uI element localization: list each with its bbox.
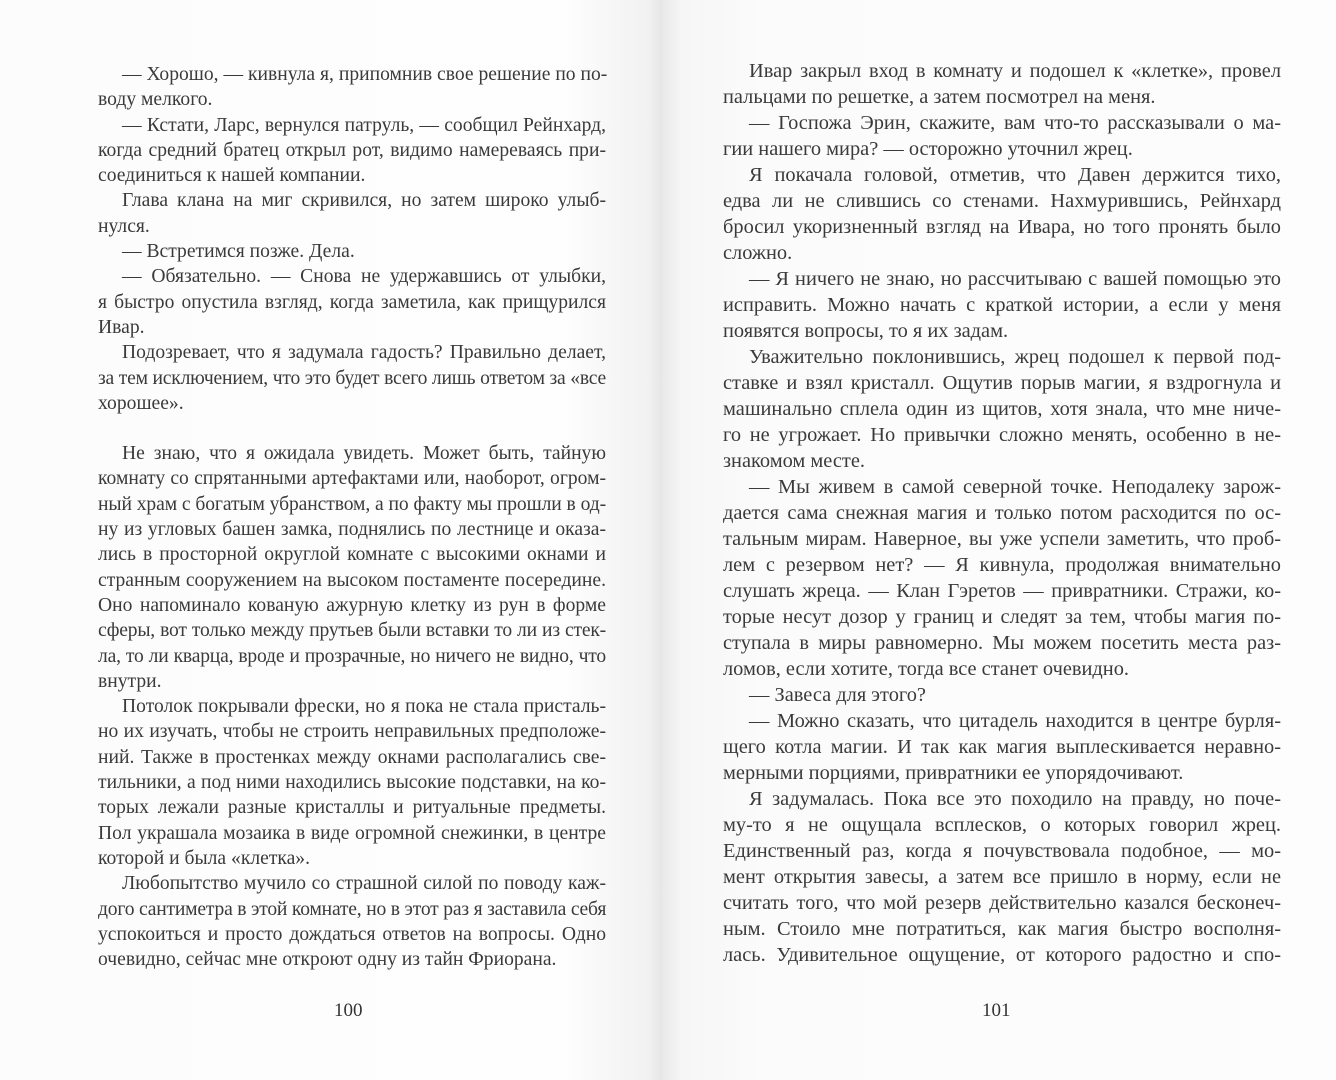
text-line: машинально сплела один из щитов, хотя знала, что мне ниче- (723, 398, 1281, 420)
text-line: странным сооружением на высоком постаменте посередине. (98, 569, 606, 591)
text-line: Любопытство мучило со страшной силой по поводу каж- (122, 873, 606, 895)
text-line: лем с резервом нет? — Я кивнула, продолжая внимательно (723, 554, 1281, 576)
text-line: лась. Удивительное ощущение, от которого радостно и спо- (723, 944, 1281, 966)
text-line: бросил укоризненный взгляд на Ивара, но того пронять было (723, 216, 1281, 238)
text-line: исправить. Можно начать с краткой истории, а если у меня (723, 294, 1281, 316)
text-line: Я задумалась. Пока все это походило на правду, но поче- (749, 788, 1281, 810)
left-page-text (98, 62, 606, 972)
text-line: внутри. (98, 670, 162, 692)
text-line: ный храм с богатым убранством, а по факту мы прошли в од- (98, 493, 606, 515)
text-line: — Госпожа Эрин, скажите, вам что-то рассказывали о ма- (749, 112, 1281, 134)
text-line: которой и была «клетка». (98, 847, 311, 869)
text-line: воду мелкого. (98, 89, 213, 111)
text-line: ным. Стоило мне потратиться, как магия быстро восполня- (723, 918, 1281, 940)
text-line: но их изучать, чтобы не строить неправильных предположе- (98, 721, 606, 743)
right-page (662, 0, 1336, 1080)
text-line: Я покачала головой, отметив, что Давен держится тихо, (749, 164, 1281, 186)
text-line: ступала в миры равномерно. Мы можем посетить места раз- (723, 632, 1281, 654)
page-number: 100 (334, 1000, 363, 1021)
text-line: соединиться к нашей компании. (98, 165, 366, 187)
text-line: ла, то ли кварца, вроде и прозрачные, но ничего не видно, что (98, 645, 606, 667)
text-line: Оно напоминало кованую ажурную клетку из рун в форме (98, 594, 606, 616)
text-line: дого сантиметра в этой комнате, но в этот раз я заставила себя (98, 898, 607, 920)
text-line: — Встретимся позже. Дела. (122, 241, 355, 263)
text-line: слушать жреца. — Клан Гэретов — привратники. Стражи, ко- (723, 580, 1281, 602)
text-line: гии нашего мира? — осторожно уточнил жрец. (723, 138, 1133, 160)
text-line: хорошее». (98, 392, 184, 414)
text-line: тальным мирам. Наверное, вы уже успели заметить, что проб- (723, 528, 1281, 550)
text-line: нулся. (98, 215, 150, 237)
text-line: — Завеса для этого? (749, 684, 926, 706)
text-line: когда средний братец открыл рот, видимо намереваясь при- (98, 139, 606, 161)
text-line: — Можно сказать, что цитадель находится в центре бурля- (749, 710, 1281, 732)
text-line: пальцами по решетке, а затем посмотрел на меня. (723, 86, 1156, 108)
text-line: ний. Также в простенках между окнами располагались све- (98, 746, 606, 768)
text-line: му-то я не ощущала всплесков, о которых говорил жрец. (723, 814, 1281, 836)
text-line: мерными порциями, привратники ее упорядочивают. (723, 762, 1184, 784)
text-line: очевидно, сейчас мне откроют одну из тайн Фриорана. (98, 949, 557, 971)
text-line: ставке и взял кристалл. Ощутив порыв магии, я вздрогнула и (723, 372, 1281, 394)
text-line: сферы, вот только между прутьев были вставки то ли из стек- (98, 620, 606, 642)
text-line: дается сама снежная магия и только потом расходится по ос- (723, 502, 1281, 524)
text-line: — Я ничего не знаю, но рассчитываю с вашей помощью это (749, 268, 1281, 290)
text-line: Глава клана на миг скривился, но затем широко улыб- (122, 190, 606, 212)
text-line: Ивар закрыл вход в комнату и подошел к «клетке», провел (749, 60, 1281, 82)
text-line: едва ли не слившись со стенами. Нахмурившись, Рейнхард (723, 190, 1281, 212)
text-line: сложно. (723, 242, 793, 264)
text-line: Единственный раз, когда я почувствовала подобное, — мо- (723, 840, 1281, 862)
text-line: Потолок покрывали фрески, но я пока не стала присталь- (122, 696, 606, 718)
text-line: Уважительно поклонившись, жрец подошел к первой под- (749, 346, 1281, 368)
text-line: щего котла магии. И так как магия выплескивается неравно- (723, 736, 1281, 758)
left-page (0, 0, 662, 1080)
text-line: лись в просторной округлой комнате с высокими окнами и (98, 544, 606, 566)
text-line: я быстро опустила взгляд, когда заметила, как прищурился (98, 291, 606, 313)
text-line: — Хорошо, — кивнула я, припомнив свое решение по по- (122, 64, 608, 85)
text-line: — Кстати, Ларс, вернулся патруль, — сообщил Рейнхард, (122, 114, 606, 136)
text-line: знакомом месте. (723, 450, 865, 472)
text-line: за тем исключением, что это будет всего лишь ответом за «все (98, 367, 606, 389)
text-line: появятся вопросы, то я их задам. (723, 320, 1009, 342)
text-line: Ивар. (98, 316, 145, 338)
text-line: го не угрожает. Но привычки сложно менять, особенно в не- (723, 424, 1281, 446)
text-line: ну из угловых башен замка, поднялись по лестнице и оказа- (98, 519, 606, 541)
text-line: считать того, что мой резерв действительно казался бесконеч- (723, 892, 1281, 914)
text-line: успокоиться и просто дождаться ответов на вопросы. Одно (98, 923, 606, 945)
text-line: Пол украшала мозаика в виде огромной снежинки, в центре (98, 822, 606, 844)
text-line: Не знаю, что я ожидала увидеть. Может быть, тайную (122, 443, 606, 465)
right-page-text (723, 58, 1281, 968)
text-line: тильники, а под ними находились высокие подставки, на ко- (98, 772, 606, 794)
text-line: торых лежали разные кристаллы и ритуальные предметы. (98, 797, 606, 819)
text-line: торые несут дозор у границ и следят за тем, чтобы магия по- (723, 606, 1281, 628)
page-number: 101 (982, 1000, 1011, 1021)
text-line: ломов, если хотите, тогда все станет очевидно. (723, 658, 1130, 680)
text-line: мент открытия завесы, а затем все пришло в норму, если не (723, 866, 1281, 888)
text-line: Подозревает, что я задумала гадость? Правильно делает, (122, 342, 606, 364)
text-line: — Обязательно. — Снова не удержавшись от улыбки, (122, 266, 606, 288)
text-line: комнату со спрятанными артефактами или, наоборот, огром- (98, 468, 606, 490)
text-line: — Мы живем в самой северной точке. Неподалеку зарож- (749, 476, 1281, 498)
